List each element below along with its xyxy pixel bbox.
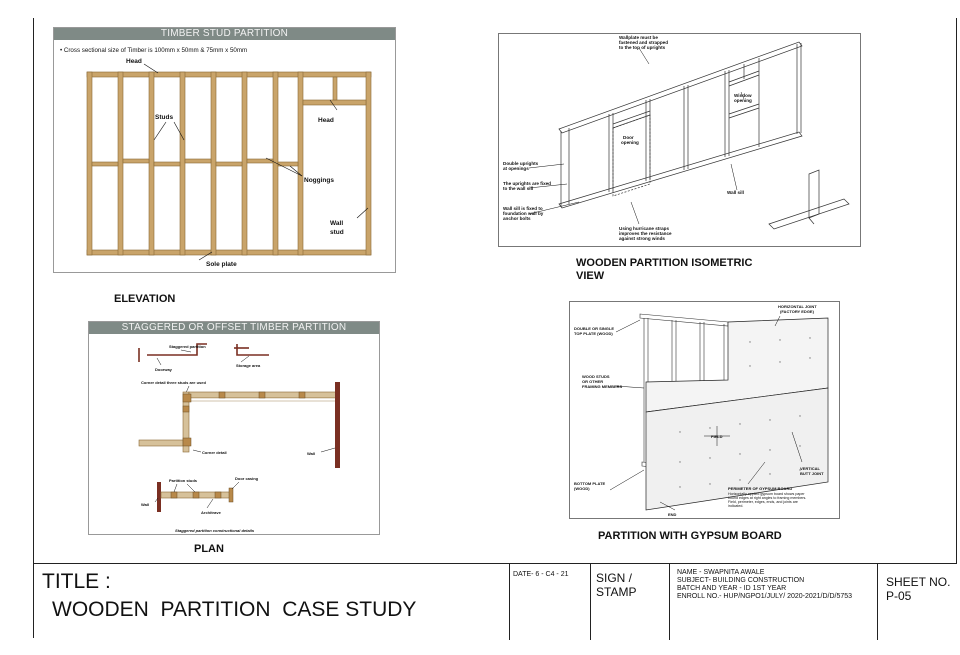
iso-door-2: opening	[621, 140, 639, 145]
gyp-perimeter-5: indicated.	[728, 504, 744, 508]
gypsum-caption: PARTITION WITH GYPSUM BOARD	[598, 530, 782, 542]
elevation-panel	[53, 27, 396, 273]
plan-door-casing: Door casing	[235, 476, 259, 481]
iso-strap-1: Using hurricane straps	[619, 226, 670, 231]
gypsum-boards	[646, 318, 828, 510]
tb-divider-1	[509, 563, 510, 640]
gyp-studs-3: FRAMING MEMBERS	[582, 384, 623, 389]
door-head	[303, 100, 366, 105]
stud-frame	[87, 72, 371, 255]
left-border	[33, 18, 34, 638]
student-name: NAME - SWAPNITA AWALE	[677, 569, 765, 576]
wall-stud-right	[366, 72, 371, 255]
stud-2	[118, 72, 123, 255]
iso-door-1: Door	[623, 135, 634, 140]
gyp-bottom-1: BOTTOM PLATE	[574, 481, 606, 486]
tb-divider-3	[669, 563, 670, 640]
isometric-caption-1: WOODEN PARTITION ISOMETRIC	[576, 257, 753, 269]
label-head-door: Head	[318, 117, 334, 124]
gypsum-drawing	[570, 302, 841, 520]
gyp-perimeter-4: Field, perimeter, edges, ends, and joints are	[728, 500, 798, 504]
isometric-panel	[498, 33, 861, 247]
isometric-caption-2: VIEW	[576, 270, 605, 282]
head-plate	[87, 72, 371, 77]
isometric-frame	[559, 42, 849, 229]
gyp-end: END	[668, 512, 677, 517]
nogging-2	[123, 159, 149, 163]
plan-panel	[88, 321, 380, 535]
iso-fixed-1: The uprights are fixed	[503, 181, 551, 186]
iso-double-1: Double uprights	[503, 161, 539, 166]
partition-detail	[157, 482, 233, 512]
iso-sill-3: anchor bolts	[503, 216, 531, 221]
label-studs: Studs	[155, 114, 174, 121]
label-head: Head	[126, 58, 142, 65]
date-text: DATE- 6 - C4 - 21	[513, 571, 569, 578]
iso-window-2: opening	[734, 98, 752, 103]
gyp-horizontal-2: (FACTORY EDGE)	[780, 309, 814, 314]
iso-top-note-1: Wallplate must be	[619, 35, 658, 40]
iso-top-note-2: fastened and strapped	[619, 40, 669, 45]
iso-sill-2: foundation wall by	[503, 211, 544, 216]
plan-drawing	[89, 322, 381, 536]
nogging-5	[216, 162, 242, 166]
gyp-perimeter-2: Horizontally applied gypsum board shows paper	[728, 492, 805, 496]
batch-year: BATCH AND YEAR - ID 1ST YEAR	[677, 585, 787, 592]
plan-wall-left: Wall	[141, 502, 150, 507]
title-block-top-border	[33, 563, 957, 564]
plan-wall-right: Wall	[307, 451, 316, 456]
stud-6	[242, 72, 247, 255]
sole-plate	[87, 250, 371, 255]
enroll-no: ENROLL NO.- HUP/NGPO1/JULY/ 2020-2021/D/D/5753	[677, 593, 853, 600]
gyp-vertical-2: BUTT JOINT	[800, 471, 824, 476]
gyp-perimeter-1: PERIMETER OF GYPSUM BOARD	[728, 486, 793, 491]
iso-window-1: Window	[734, 93, 752, 98]
plan-caption: PLAN	[194, 543, 224, 555]
title-label: TITLE :	[42, 570, 111, 593]
right-border	[956, 18, 957, 563]
elevation-note: • Cross sectional size of Timber is 100mm x 50mm & 75mm x 50mm	[60, 47, 248, 54]
sign-label-2: STAMP	[596, 585, 637, 599]
plan-doorway: Doorway	[155, 367, 172, 372]
elevation-title: TIMBER STUD PARTITION	[54, 28, 395, 40]
subject: SUBJECT- BUILDING CONSTRUCTION	[677, 577, 805, 584]
door-stud-left	[298, 72, 303, 255]
elevation-caption: ELEVATION	[114, 293, 176, 305]
plan-leaders-top	[157, 350, 249, 395]
tb-divider-4	[877, 563, 878, 640]
sheet-number: P-05	[886, 589, 912, 603]
plan-corner-detail: Corner detail	[202, 450, 227, 455]
plan-partition-studs: Partition studs	[169, 478, 198, 483]
plan-corner-three: Corner detail three studs are used	[141, 380, 206, 385]
gyp-bottom-2: (WOOD)	[574, 486, 590, 491]
iso-strap-3: against strong winds	[619, 236, 665, 241]
plan-title: STAGGERED OR OFFSET TIMBER PARTITION	[89, 322, 379, 334]
gyp-field: FIELD	[711, 434, 723, 439]
gyp-double-1: DOUBLE OR SINGLE	[574, 326, 615, 331]
nogging-4	[185, 159, 211, 163]
iso-top-note-3: to the top of uprights	[619, 45, 666, 50]
label-stud: stud	[330, 229, 344, 236]
plan-constructional: Staggered partition constructional details	[175, 528, 255, 533]
isometric-drawing	[499, 34, 862, 248]
nogging-3	[154, 162, 180, 166]
gyp-perimeter-3: bound edges at right angles to framing members.	[728, 496, 807, 500]
stud-5	[211, 72, 216, 255]
iso-wall-sill: Wall sill	[727, 190, 744, 195]
sheet-label: SHEET NO.	[886, 575, 951, 589]
gyp-studs-2: OR OTHER	[582, 379, 604, 384]
gyp-studs-1: WOOD STUDS	[582, 374, 610, 379]
tb-divider-2	[590, 563, 591, 640]
label-sole-plate: Sole plate	[206, 261, 237, 268]
sign-label-1: SIGN /	[596, 571, 633, 585]
iso-fixed-2: to the wall sill	[503, 186, 534, 191]
stud-1	[87, 72, 92, 255]
head-cripple	[333, 77, 337, 100]
gyp-horizontal-1: HORIZONTAL JOINT	[778, 304, 817, 309]
elevation-drawing	[54, 28, 397, 274]
gypsum-panel	[569, 301, 840, 519]
iso-double-2: at openings	[503, 166, 529, 171]
label-wall: Wall	[330, 220, 344, 227]
title-value: WOODEN PARTITION CASE STUDY	[52, 598, 417, 621]
iso-strap-2: improves the resistance	[619, 231, 672, 236]
nogging-1	[92, 162, 118, 166]
iso-sill-1: Wall sill is fixed to	[503, 206, 543, 211]
gyp-double-2: TOP PLATE (WOOD)	[574, 331, 613, 336]
plan-staggered: Staggered partition	[169, 344, 206, 349]
stud-4	[180, 72, 185, 255]
gyp-vertical-1: VERTICAL	[800, 466, 820, 471]
stud-3	[149, 72, 154, 255]
plan-architrave: Architrave	[201, 510, 221, 515]
label-noggings: Noggings	[304, 177, 334, 184]
plan-storage: Storage area	[236, 363, 261, 368]
